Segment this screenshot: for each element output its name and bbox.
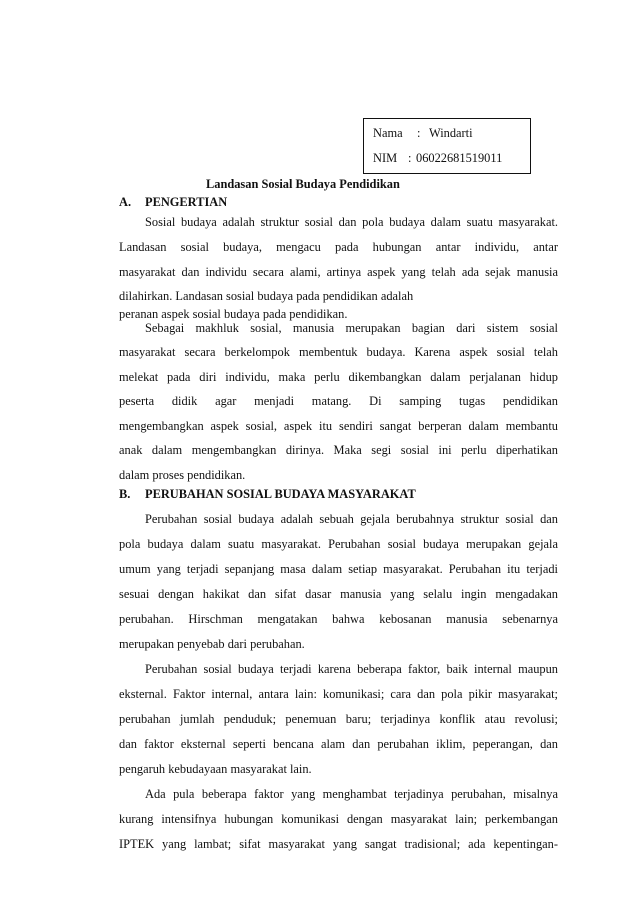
text-line: umum yang terjadi sepanjang masa dalam setiap masyarakat. Perubahan itu terjadi [119,562,558,576]
text-line: Landasan sosial budaya, mengacu pada hubungan antar individu, antar [119,240,558,254]
name-row [373,126,473,141]
text-line: Perubahan sosial budaya adalah sebuah gejala berubahnya struktur sosial dan [145,512,558,526]
nim-separator: : [408,151,412,165]
text-line: sesuai dengan hakikat dan sifat dasar manusia yang selalu ingin mengadakan [119,587,558,601]
name-label: Nama [373,126,403,140]
text-line: melekat pada diri individu, maka perlu dikembangkan dalam perjalanan hidup [119,370,558,384]
text-line: mengembangkan aspek sosial, aspek itu sendiri sangat berperan dalam membantu [119,419,558,433]
text-line: perubahan. Hirschman mengatakan bahwa kebosanan manusia sebenarnya [119,612,558,626]
text-line: masyarakat secara berkelompok membentuk budaya. Karena aspek sosial telah [119,345,558,359]
text-line: dalam proses pendidikan. [119,468,246,482]
text-line: dan faktor eksternal seperti bencana alam dan perubahan iklim, peperangan, dan [119,737,558,751]
name-value: Windarti [429,126,473,140]
text-line: pengaruh kebudayaan masyarakat lain. [119,762,312,776]
section-title: PERUBAHAN SOSIAL BUDAYA MASYARAKAT [145,487,416,501]
text-line: Sosial budaya adalah struktur sosial dan pola budaya dalam suatu masyarakat. [145,215,558,229]
text-line: merupakan penyebab dari perubahan. [119,637,305,651]
text-line: dilahirkan. Landasan sosial budaya pada pendidikan adalah [119,289,414,303]
text-line: IPTEK yang lambat; sifat masyarakat yang sangat tradisional; ada kepentingan- [119,837,558,851]
text-line: masyarakat dan individu secara alami, artinya aspek yang telah ada sejak manusia [119,265,558,279]
text-line: anak dalam mengembangkan dirinya. Maka segi sosial ini perlu diperhatikan [119,443,558,457]
text-line: Sebagai makhluk sosial, manusia merupakan bagian dari sistem sosial [145,321,558,335]
nim-row [373,151,502,166]
section-title: PENGERTIAN [145,195,228,209]
section-heading-a [119,195,227,210]
text-line: peranan aspek sosial budaya pada pendidikan. [119,307,348,321]
section-letter: B. [119,487,131,501]
text-line: Ada pula beberapa faktor yang menghambat terjadinya perubahan, misalnya [145,787,558,801]
section-letter: A. [119,195,132,209]
nim-label: NIM [373,151,398,165]
text-line: kurang intensifnya hubungan komunikasi dengan masyarakat lain; perkembangan [119,812,558,826]
name-separator: : [417,126,421,140]
section-heading-b [119,487,416,502]
text-line: peserta didik agar menjadi matang. Di samping tugas pendidikan [119,394,558,408]
nim-value: 06022681519011 [416,151,503,165]
text-line: perubahan jumlah penduduk; penemuan baru; terjadinya konflik atau revolusi; [119,712,558,726]
text-line: pola budaya dalam suatu masyarakat. Perubahan sosial budaya merupakan gejala [119,537,558,551]
document-title: Landasan Sosial Budaya Pendidikan [206,177,400,191]
text-line: Perubahan sosial budaya terjadi karena beberapa faktor, baik internal maupun [145,662,558,676]
text-line: eksternal. Faktor internal, antara lain: komunikasi; cara dan pola pikir masyarakat; [119,687,558,701]
